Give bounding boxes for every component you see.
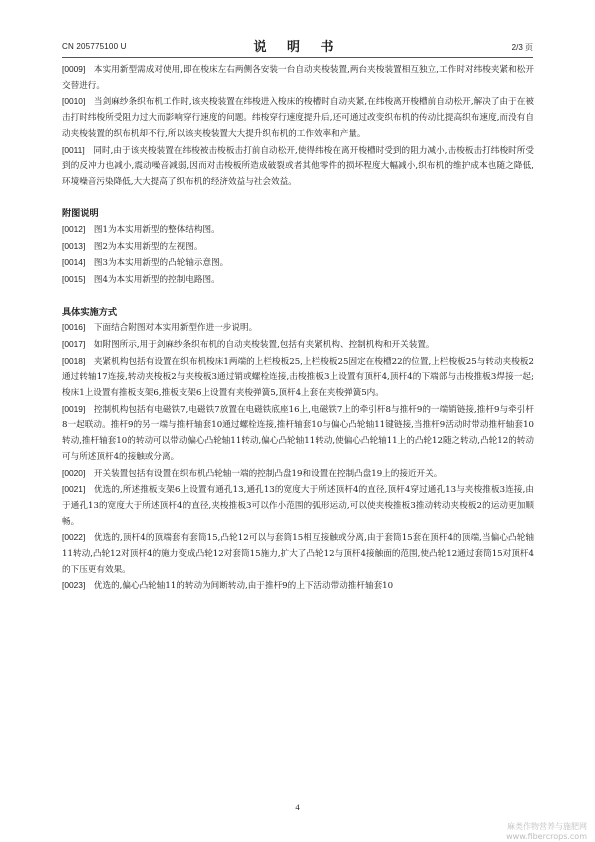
paragraph-number: [0016] — [62, 322, 86, 333]
paragraph — [62, 402, 534, 466]
paragraph-text: 当剑麻纱条织布机工作时,该夹梭装置在纬梭进入梭床的梭槽时自动夹紧,在纬梭离开梭槽前自动松开,解决了由于在被击打时纬梭所受阻力过大而影响穿行速度的问题。纬梭穿行速度提升后,还可通过改变织布机的传动比提高织布速度,而没有自动夹梭装置的织布机却不行,所以该夹梭装置大大提升织布机的工作效率和产量。 — [62, 97, 534, 139]
paragraph-text: 开关装置包括有设置在织布机凸轮轴一端的控制凸盘19和设置在控制凸盘19上的接近开关。 — [93, 468, 443, 479]
watermark-line: www.fibercrops.com — [506, 832, 587, 841]
patent-number: CN 205775100 U — [62, 42, 127, 51]
paragraph-text: 控制机构包括有电磁铁7,电磁铁7放置在电磁铁底座16上,电磁铁7上的牵引杆8与推杆9的一端销链接,推杆9与牵引杆8一起联动。推杆9的另一端与推杆轴套10通过螺栓连接,推杆轴套10与偏心凸轮轴11键链接,当推杆9活动时带动推杆轴套10转动,推杆轴套10的转动可以带动偏心凸轮轴11转动,偏心凸轮轴11转动,使偏心凸轮轴11上的凸轮12随之转动,凸轮12的转动可与所述顶杆4的接触或分离。 — [62, 404, 534, 462]
paragraph — [62, 530, 534, 578]
paragraph-number: [0014] — [62, 257, 86, 268]
paragraph-number: [0022] — [62, 532, 86, 543]
paragraph-text: 优选的,偏心凸轮轴11的转动为间断转动,由于推杆9的上下活动带动推杆轴套10 — [93, 581, 394, 592]
watermark-line: 麻类作物营养与施肥网 — [507, 822, 587, 831]
paragraph-number: [0017] — [62, 338, 86, 349]
paragraph-text: 夹紧机构包括有设置在织布机梭床1两端的上栏梭板25,上栏梭板25固定在梭槽22的位置,上栏梭板25与转动夹梭板2通过转轴17连接,转动夹梭板2与夹梭板3通过销或螺栓连接,击梭推板3上设置有顶杆4,顶杆4的下端部与击梭推板3焊接一起;梭床1上设置有推板支架6,推板支架6上设置有夹梭弹簧5,顶杆4上套在夹梭弹簧5内。 — [62, 356, 534, 399]
spacer — [62, 289, 534, 305]
paragraph-number: [0023] — [62, 580, 86, 591]
paragraph — [62, 482, 534, 530]
paragraph-number: [0011] — [62, 144, 85, 155]
section-title-figures: 附图说明 — [62, 208, 99, 220]
paragraph — [62, 466, 534, 483]
paragraph-text: 下面结合附图对本实用新型作进一步说明。 — [93, 323, 258, 334]
paragraph-text: 优选的,顶杆4的顶端套有套筒15,凸轮12可以与套筒15相互接触或分离,由于套筒15套在顶杆4的顶端,当偏心凸轮轴11转动,凸轮12对顶杆4的施力变成凸轮12对套筒15施力,扩大了凸轮12与顶杆4接触面的范围,使凸轮12通过套筒15对顶杆4的下压更有效果。 — [62, 533, 534, 575]
watermark — [506, 822, 587, 842]
paragraph — [62, 222, 534, 239]
paragraph-number: [0020] — [62, 467, 86, 478]
paragraph — [62, 337, 534, 354]
embodiment-paragraphs — [62, 320, 534, 595]
paragraph — [62, 94, 534, 142]
paragraph-number: [0015] — [62, 274, 86, 285]
page-indicator: 2/3 页 — [511, 43, 533, 52]
paragraph — [62, 354, 534, 402]
paragraph-text: 图1为本实用新型的整体结构图。 — [93, 225, 220, 236]
figures-paragraphs — [62, 222, 534, 289]
document-title: 说 明 书 — [253, 40, 342, 55]
paragraph-text: 同时,由于该夹梭装置在纬梭被击梭板击打前自动松开,使得纬梭在离开梭槽时受到的阻力减小,击梭板击打纬梭时所受到的反冲力也减小,震动噪音减弱,因而对击梭板所造成破裂或者其他零件的损坏程度大幅减小,织布机的维护成本也随之降低,环境噪音污染降低,大大提高了织布机的经济效益与社会效益。 — [62, 145, 534, 187]
paragraph-text: 优选的,所述推板支架6上设置有通孔13,通孔13的宽度大于所述顶杆4的直径,顶杆4穿过通孔13与夹梭推板3连接,由于通孔13的宽度大于所述顶杆4的直径,夹梭推板3可以作小范围的弧形运动,可以使夹梭推板3推动转动夹梭板2的运动更加顺畅。 — [62, 485, 534, 527]
paragraph-number: [0018] — [62, 355, 86, 366]
spacer — [62, 191, 534, 207]
paragraph-text: 本实用新型需成对使用,即在梭床左右两侧各安装一台自动夹梭装置,两台夹梭装置相互独立,工作时对纬梭夹紧和松开交替进行。 — [62, 65, 534, 91]
page-number: 4 — [295, 802, 300, 812]
paragraph-number: [0009] — [62, 64, 86, 74]
paragraph — [62, 320, 534, 337]
paragraph-number: [0013] — [62, 240, 86, 251]
paragraph-text: 图3为本实用新型的凸轮轴示意图。 — [93, 258, 229, 269]
paragraph — [62, 143, 534, 191]
section-title-embodiment: 具体实施方式 — [62, 306, 118, 318]
paragraph — [62, 578, 534, 595]
page-header — [62, 34, 533, 56]
intro-paragraphs — [62, 62, 534, 191]
paragraph — [62, 62, 534, 94]
paragraph-number: [0021] — [62, 484, 86, 495]
paragraph-text: 图4为本实用新型的控制电路图。 — [93, 275, 220, 286]
paragraph — [62, 272, 534, 289]
paragraph — [62, 255, 534, 272]
paragraph-text: 图2为本实用新型的左视图。 — [93, 241, 203, 252]
paragraph-number: [0019] — [62, 403, 86, 414]
paragraph-number: [0012] — [62, 224, 86, 235]
paragraph-text: 如附图所示,用于剑麻纱条织布机的自动夹梭装置,包括有夹紧机构、控制机构和开关装置。 — [93, 339, 435, 350]
document-body — [62, 62, 534, 595]
paragraph — [62, 239, 534, 256]
header-divider — [62, 57, 533, 58]
paragraph-number: [0010] — [62, 96, 86, 107]
